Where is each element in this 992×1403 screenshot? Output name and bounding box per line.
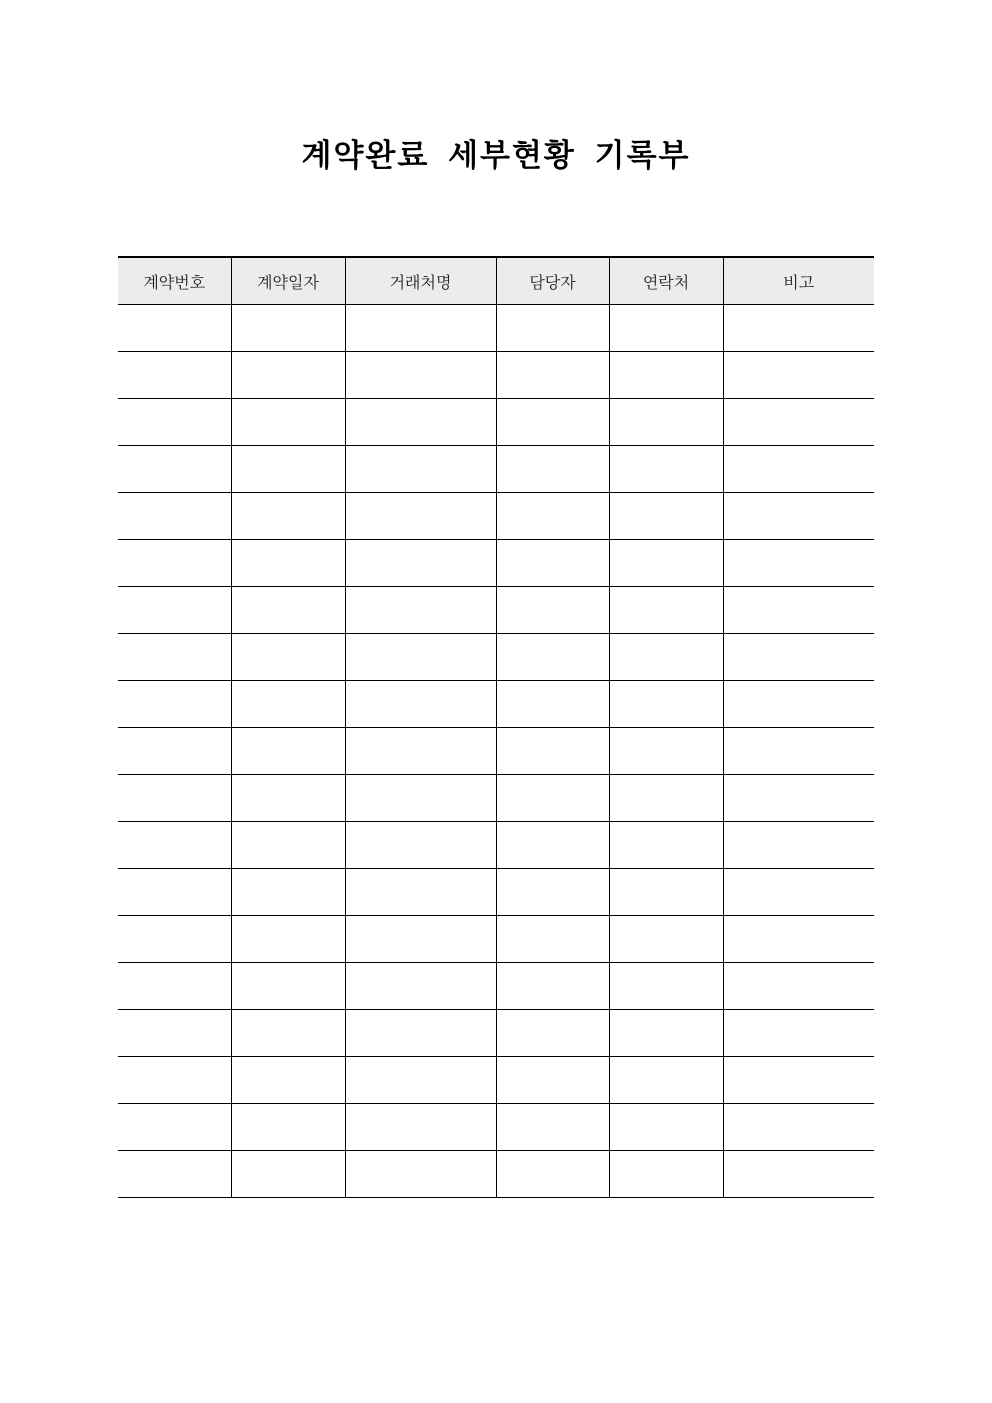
table-row [118,681,874,728]
table-row [118,540,874,587]
contract-date-cell[interactable] [231,305,345,352]
contact-cell[interactable] [609,399,723,446]
contact-cell[interactable] [609,775,723,822]
contact-cell[interactable] [609,822,723,869]
contract-date-cell[interactable] [231,587,345,634]
contract-number-cell[interactable] [118,305,231,352]
contract-number-cell[interactable] [118,916,231,963]
contact-cell[interactable] [609,916,723,963]
remarks-cell[interactable] [723,1151,874,1198]
contract-date-cell[interactable] [231,822,345,869]
person-in-charge-cell[interactable] [496,775,609,822]
table-row [118,869,874,916]
person-in-charge-cell[interactable] [496,587,609,634]
remarks-cell[interactable] [723,1057,874,1104]
table-header-row [118,257,874,305]
remarks-cell[interactable] [723,352,874,399]
contract-date-cell[interactable] [231,634,345,681]
person-in-charge-cell[interactable] [496,869,609,916]
table-body [118,305,874,1198]
client-name-cell[interactable] [345,634,496,681]
person-in-charge-cell[interactable] [496,822,609,869]
contract-number-cell[interactable] [118,775,231,822]
contract-number-cell[interactable] [118,399,231,446]
client-name-cell[interactable] [345,963,496,1010]
person-in-charge-cell[interactable] [496,1057,609,1104]
person-in-charge-cell[interactable] [496,352,609,399]
contract-date-cell[interactable] [231,1010,345,1057]
client-name-cell[interactable] [345,399,496,446]
contract-number-cell[interactable] [118,822,231,869]
person-in-charge-cell[interactable] [496,634,609,681]
person-in-charge-cell[interactable] [496,963,609,1010]
contract-number-cell[interactable] [118,540,231,587]
table-row [118,1010,874,1057]
person-in-charge-cell[interactable] [496,1151,609,1198]
contract-date-cell[interactable] [231,399,345,446]
table-row [118,446,874,493]
contract-number-cell[interactable] [118,1010,231,1057]
table-row [118,634,874,681]
contact-cell[interactable] [609,963,723,1010]
contract-number-cell[interactable] [118,1104,231,1151]
contract-number-cell[interactable] [118,1057,231,1104]
client-name-cell[interactable] [345,728,496,775]
table-row [118,728,874,775]
client-name-cell[interactable] [345,869,496,916]
contact-cell[interactable] [609,587,723,634]
contact-cell[interactable] [609,493,723,540]
contract-number-cell[interactable] [118,963,231,1010]
contact-cell[interactable] [609,869,723,916]
person-in-charge-cell[interactable] [496,446,609,493]
person-in-charge-cell[interactable] [496,681,609,728]
contract-date-cell[interactable] [231,1057,345,1104]
contract-number-cell[interactable] [118,493,231,540]
contact-cell[interactable] [609,352,723,399]
contract-date-cell[interactable] [231,869,345,916]
table-row [118,587,874,634]
client-name-cell[interactable] [345,775,496,822]
contract-number-cell[interactable] [118,446,231,493]
person-in-charge-cell[interactable] [496,1104,609,1151]
contract-number-cell[interactable] [118,1151,231,1198]
contract-date-cell[interactable] [231,540,345,587]
person-in-charge-cell[interactable] [496,540,609,587]
contract-number-cell[interactable] [118,869,231,916]
remarks-cell[interactable] [723,775,874,822]
client-name-cell[interactable] [345,822,496,869]
person-in-charge-cell[interactable] [496,493,609,540]
contract-date-cell[interactable] [231,1104,345,1151]
client-name-cell[interactable] [345,1104,496,1151]
table-row [118,1104,874,1151]
table-row [118,775,874,822]
client-name-cell[interactable] [345,305,496,352]
remarks-cell[interactable] [723,587,874,634]
table-row [118,822,874,869]
client-name-cell[interactable] [345,681,496,728]
contact-cell[interactable] [609,305,723,352]
contract-date-cell[interactable] [231,728,345,775]
contract-number-cell[interactable] [118,728,231,775]
remarks-cell[interactable] [723,681,874,728]
remarks-cell[interactable] [723,728,874,775]
remarks-cell[interactable] [723,634,874,681]
header-person-in-charge: 담당자 [496,257,609,305]
contract-date-cell[interactable] [231,916,345,963]
remarks-cell[interactable] [723,822,874,869]
client-name-cell[interactable] [345,493,496,540]
remarks-cell[interactable] [723,399,874,446]
client-name-cell[interactable] [345,352,496,399]
contact-cell[interactable] [609,540,723,587]
table-row [118,1151,874,1198]
page-title: 계약완료 세부현황 기록부 [301,138,691,174]
header-contract-date: 계약일자 [231,257,345,305]
client-name-cell[interactable] [345,1057,496,1104]
remarks-cell[interactable] [723,916,874,963]
contract-date-cell[interactable] [231,446,345,493]
person-in-charge-cell[interactable] [496,1010,609,1057]
contract-number-cell[interactable] [118,634,231,681]
table-row [118,916,874,963]
table-row [118,1057,874,1104]
client-name-cell[interactable] [345,446,496,493]
person-in-charge-cell[interactable] [496,916,609,963]
remarks-cell[interactable] [723,1104,874,1151]
contract-date-cell[interactable] [231,681,345,728]
contract-date-cell[interactable] [231,1151,345,1198]
contact-cell[interactable] [609,1104,723,1151]
table-row [118,963,874,1010]
header-contract-number: 계약번호 [118,257,231,305]
contact-cell[interactable] [609,446,723,493]
contact-cell[interactable] [609,681,723,728]
contract-number-cell[interactable] [118,352,231,399]
contract-number-cell[interactable] [118,681,231,728]
person-in-charge-cell[interactable] [496,305,609,352]
client-name-cell[interactable] [345,587,496,634]
header-contact: 연락처 [609,257,723,305]
client-name-cell[interactable] [345,540,496,587]
contract-record-table [118,256,874,1198]
contact-cell[interactable] [609,634,723,681]
person-in-charge-cell[interactable] [496,728,609,775]
contract-date-cell[interactable] [231,352,345,399]
remarks-cell[interactable] [723,869,874,916]
table-row [118,493,874,540]
remarks-cell[interactable] [723,493,874,540]
contract-date-cell[interactable] [231,775,345,822]
remarks-cell[interactable] [723,1010,874,1057]
contract-date-cell[interactable] [231,493,345,540]
contact-cell[interactable] [609,1151,723,1198]
contact-cell[interactable] [609,728,723,775]
header-remarks: 비고 [723,257,874,305]
remarks-cell[interactable] [723,446,874,493]
table-row [118,352,874,399]
person-in-charge-cell[interactable] [496,399,609,446]
table-row [118,399,874,446]
header-client-name: 거래처명 [345,257,496,305]
client-name-cell[interactable] [345,916,496,963]
contract-date-cell[interactable] [231,963,345,1010]
contact-cell[interactable] [609,1010,723,1057]
contact-cell[interactable] [609,1057,723,1104]
remarks-cell[interactable] [723,540,874,587]
remarks-cell[interactable] [723,963,874,1010]
client-name-cell[interactable] [345,1151,496,1198]
contract-number-cell[interactable] [118,587,231,634]
table-row [118,305,874,352]
client-name-cell[interactable] [345,1010,496,1057]
remarks-cell[interactable] [723,305,874,352]
